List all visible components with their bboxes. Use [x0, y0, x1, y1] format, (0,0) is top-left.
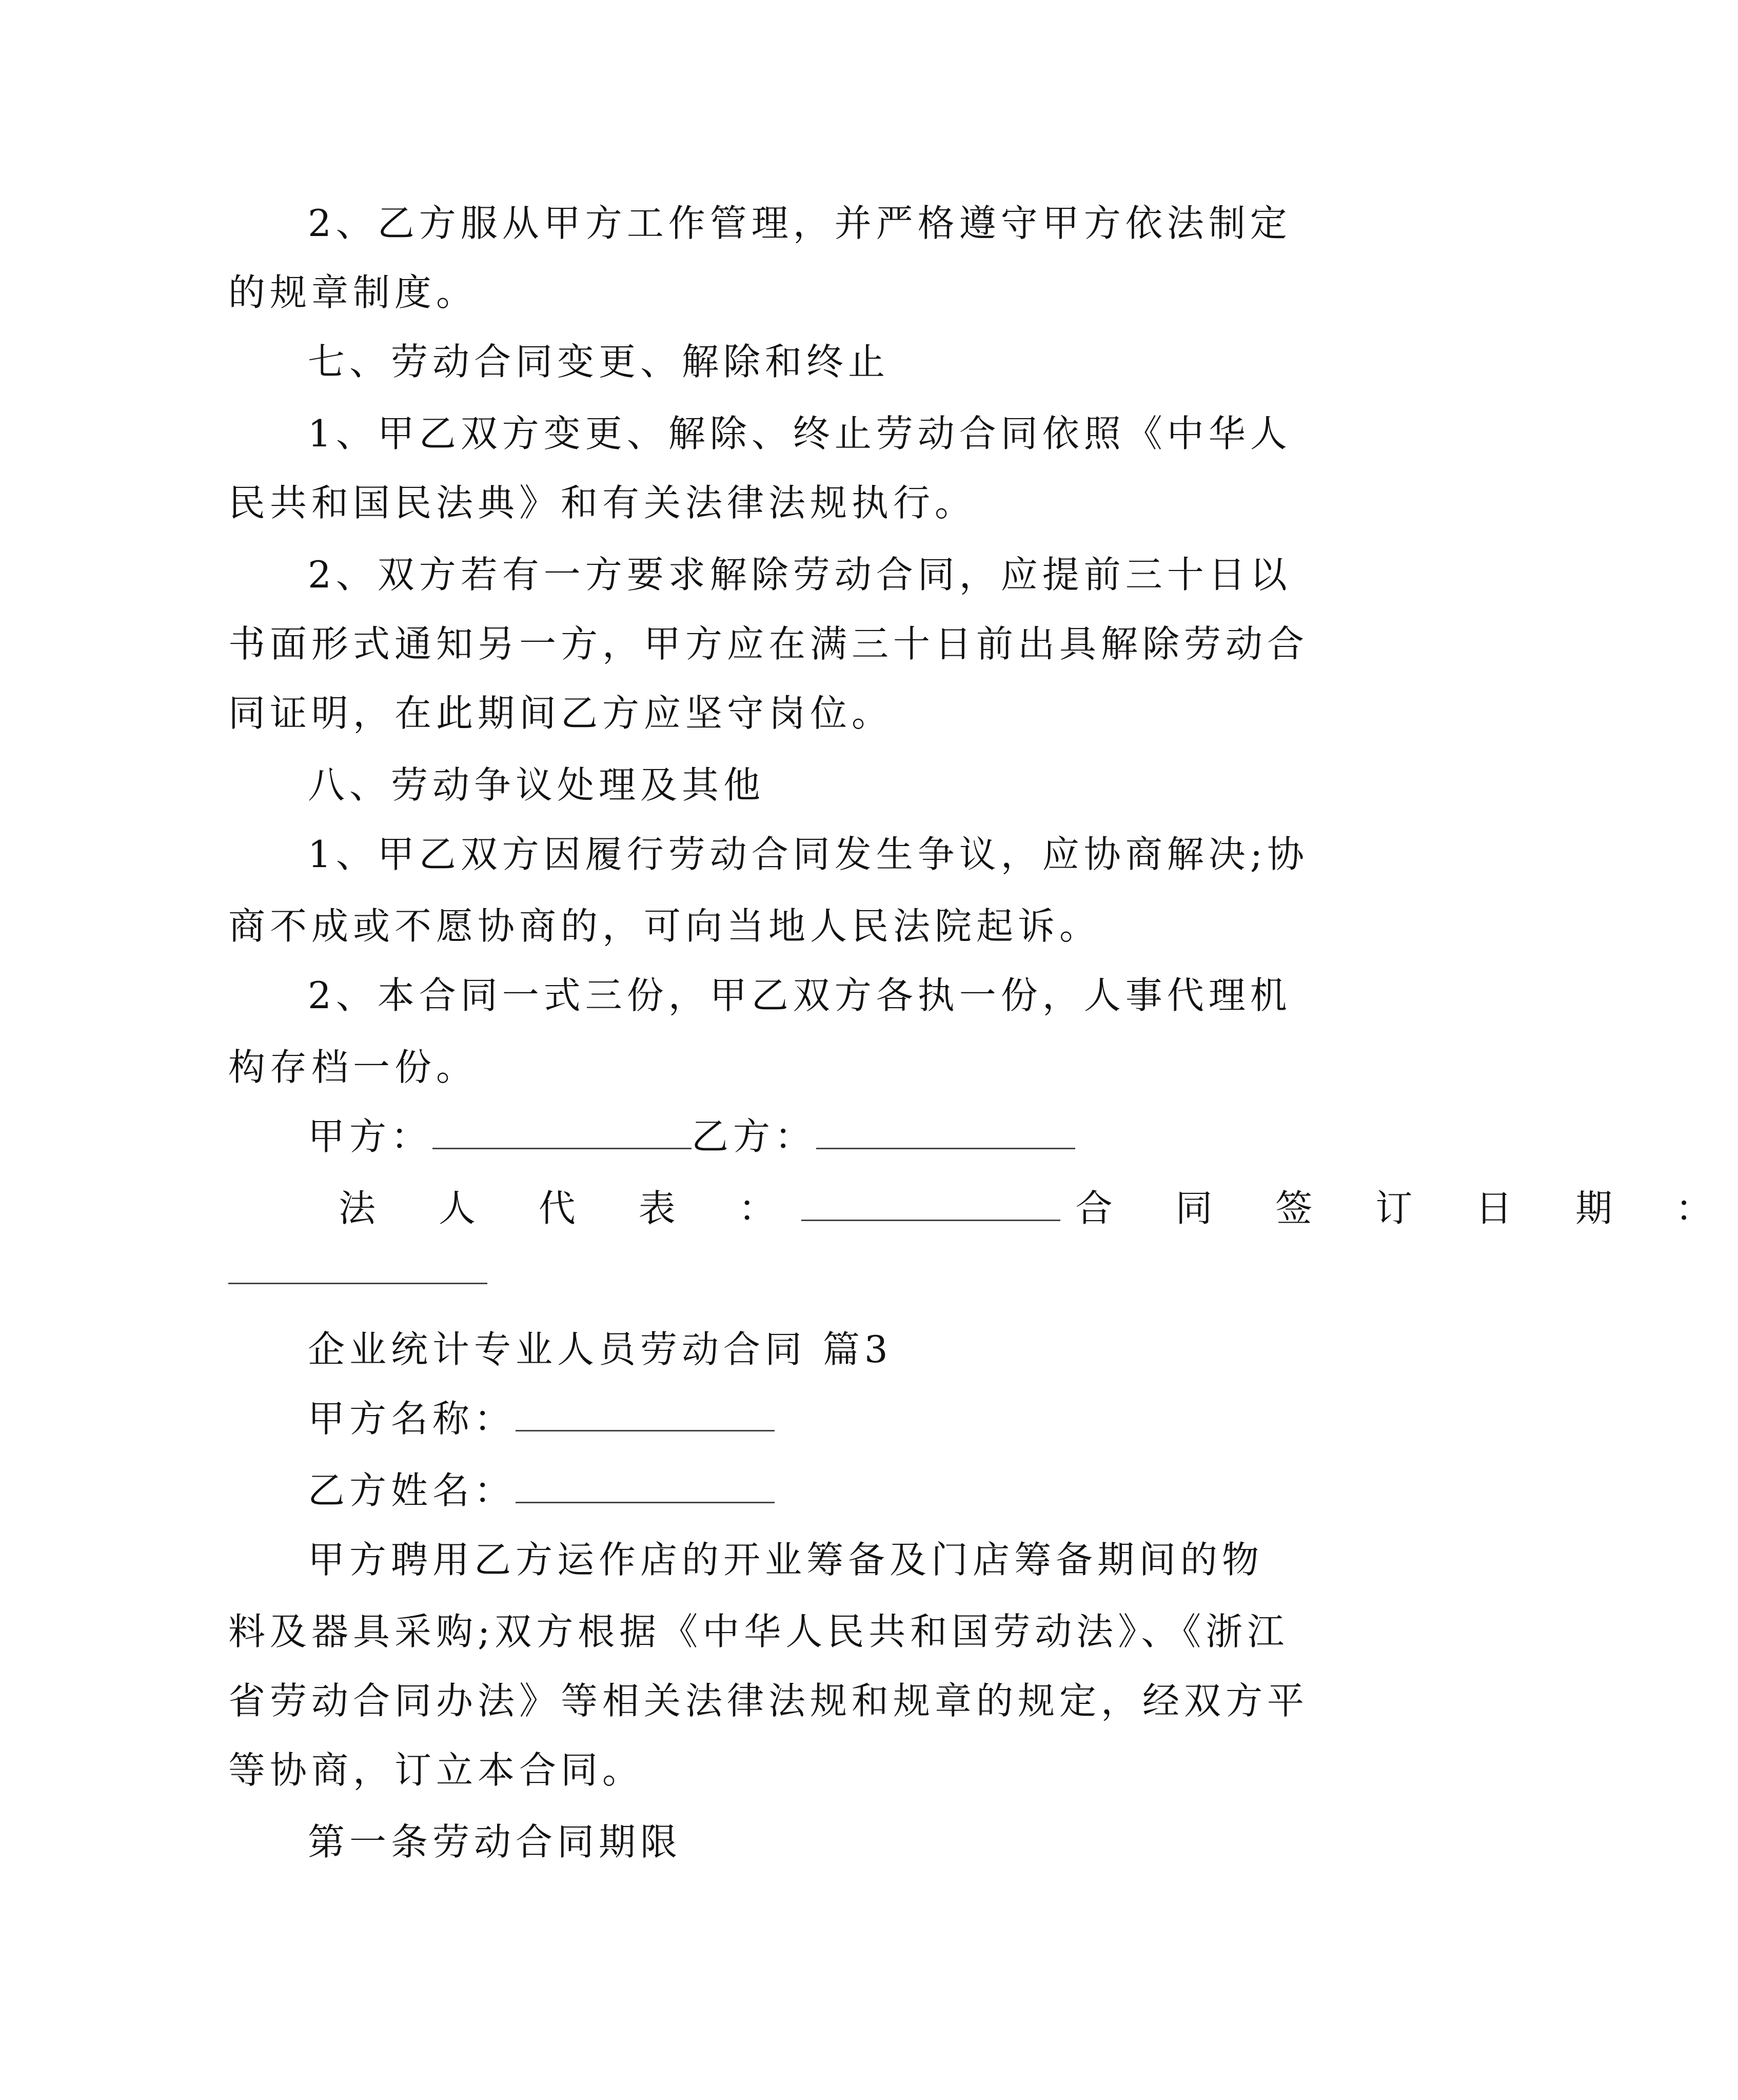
paragraph-line: 料及器具采购;双方根据《中华人民共和国劳动法》、《浙江 [228, 1610, 1289, 1653]
party-a-label: 甲方： [308, 1115, 433, 1158]
section-heading: 七、劳动合同变更、解除和终止 [308, 340, 890, 383]
legal-rep-label: 法 人 代 表 ： [339, 1187, 801, 1230]
party-b-name-blank [516, 1466, 775, 1503]
sign-date-label: 合 同 签 订 日 期 ： [1075, 1187, 1738, 1230]
signature-parties-line [308, 1111, 1270, 1162]
party-b-name-label: 乙方姓名： [308, 1469, 516, 1512]
paragraph-line: 1、甲乙双方变更、解除、终止劳动合同依照《中华人 [308, 412, 1292, 455]
paragraph-line: 构存档一份。 [228, 1046, 478, 1089]
paragraph-line: 省劳动合同办法》等相关法律法规和规章的规定，经双方平 [228, 1679, 1309, 1722]
section-heading: 八、劳动争议处理及其他 [308, 763, 765, 807]
party-b-signature-blank [816, 1112, 1075, 1149]
article-heading: 第一条劳动合同期限 [308, 1820, 682, 1863]
sign-date-blank [228, 1283, 487, 1284]
paragraph-line: 2、本合同一式三份，甲乙双方各执一份，人事代理机 [308, 974, 1292, 1017]
paragraph-line: 民共和国民法典》和有关法律法规执行。 [228, 481, 977, 524]
section-title: 企业统计专业人员劳动合同 篇3 [308, 1328, 893, 1371]
party-a-name-blank [516, 1394, 775, 1431]
party-b-label: 乙方： [692, 1115, 817, 1158]
legal-rep-blank [801, 1184, 1060, 1221]
paragraph-line: 商不成或不愿协商的，可向当地人民法院起诉。 [228, 905, 1101, 948]
paragraph-line: 甲方聘用乙方运作店的开业筹备及门店筹备期间的物 [308, 1538, 1264, 1581]
paragraph-line: 的规章制度。 [228, 271, 478, 314]
paragraph-line: 同证明，在此期间乙方应坚守岗位。 [228, 692, 894, 735]
legal-rep-date-line [339, 1183, 1738, 1234]
party-b-name-line [308, 1465, 1270, 1516]
paragraph-line: 书面形式通知另一方，甲方应在满三十日前出具解除劳动合 [228, 622, 1309, 665]
paragraph-line: 1、甲乙双方因履行劳动合同发生争议，应协商解决;协 [308, 833, 1309, 876]
paragraph-line: 2、双方若有一方要求解除劳动合同，应提前三十日以 [308, 553, 1292, 596]
paragraph-line: 等协商，订立本合同。 [228, 1749, 644, 1792]
party-a-name-label: 甲方名称： [308, 1397, 516, 1440]
party-a-signature-blank [432, 1112, 692, 1149]
paragraph-line: 2、乙方服从甲方工作管理，并严格遵守甲方依法制定 [308, 202, 1292, 245]
party-a-name-line [308, 1393, 1270, 1444]
